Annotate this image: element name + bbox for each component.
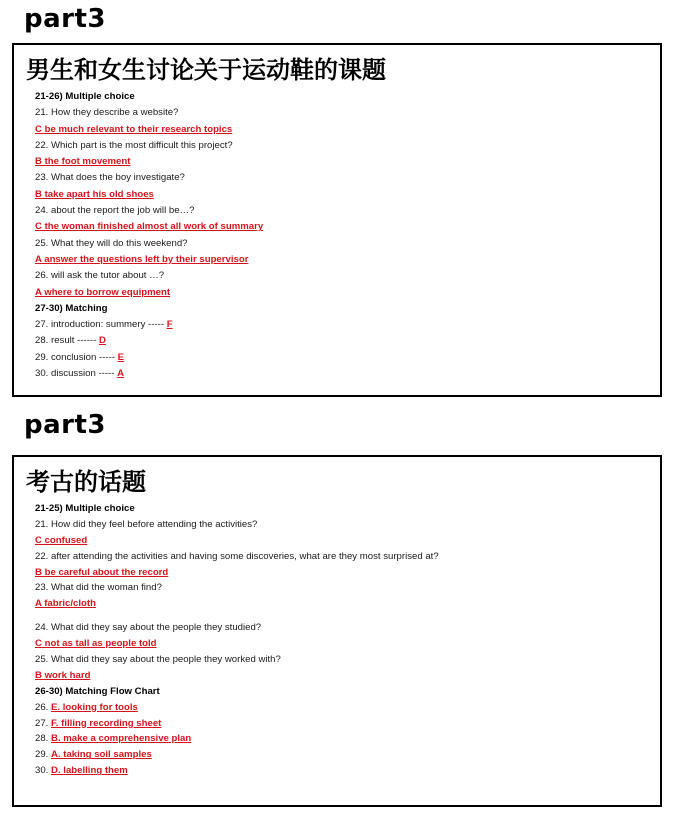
part-heading: part3 bbox=[24, 410, 106, 440]
matching-item bbox=[35, 716, 660, 732]
matching-item-label: 30. bbox=[35, 765, 52, 777]
section-heading: 26-30) Matching Flow Chart bbox=[35, 685, 160, 697]
matching-item-label: 28. bbox=[35, 733, 52, 745]
section-heading: 21-25) Multiple choice bbox=[35, 503, 135, 514]
matching-answer: E bbox=[117, 351, 125, 363]
matching-item-label: 27. introduction: summery ----- bbox=[35, 319, 167, 331]
question-text: 25. What they will do this weekend? bbox=[35, 237, 188, 249]
answer-text: C confused bbox=[35, 534, 88, 546]
matching-item bbox=[35, 366, 660, 382]
matching-answer: B. make a comprehensive plan bbox=[51, 733, 192, 745]
answer-text: C not as tall as people told bbox=[35, 638, 157, 650]
matching-item bbox=[35, 731, 660, 747]
matching-answer: E. looking for tools bbox=[51, 701, 138, 713]
question-text: 21. How did they feel before attending the activities? bbox=[35, 518, 258, 530]
matching-item-label: 28. result ------ bbox=[35, 335, 99, 347]
answer-text: B be careful about the record bbox=[35, 566, 169, 578]
answer-text: C the woman finished almost all work of summary bbox=[35, 221, 264, 233]
answer-text: B the foot movement bbox=[35, 156, 131, 168]
section-heading: 21-26) Multiple choice bbox=[35, 91, 135, 102]
answer-text: A answer the questions left by their supervisor bbox=[35, 253, 249, 265]
matching-answer: D bbox=[98, 335, 106, 347]
question-text: 23. What does the boy investigate? bbox=[35, 172, 185, 184]
matching-item bbox=[35, 700, 660, 716]
matching-answer: F. filling recording sheet bbox=[51, 717, 162, 729]
matching-item bbox=[35, 763, 660, 779]
matching-item-label: 30. discussion ----- bbox=[35, 368, 118, 380]
part3-card-archaeology bbox=[12, 455, 662, 807]
matching-answer: A. taking soil samples bbox=[51, 749, 152, 761]
question-text: 23. What did the woman find? bbox=[35, 582, 162, 594]
matching-item-label: 27. bbox=[35, 717, 52, 729]
part3-card-sneakers bbox=[12, 43, 662, 397]
answer-text: C be much relevant to their research topics bbox=[35, 123, 233, 135]
question-text: 22. Which part is the most difficult this project? bbox=[35, 139, 233, 151]
card-title: 考古的话题 bbox=[26, 468, 146, 496]
question-text: 24. What did they say about the people they studied? bbox=[35, 622, 262, 634]
question-text: 26. will ask the tutor about …? bbox=[35, 270, 165, 282]
answer-text: A where to borrow equipment bbox=[35, 286, 171, 298]
question-text: 25. What did they say about the people they worked with? bbox=[35, 654, 281, 666]
question-text: 24. about the report the job will be…? bbox=[35, 205, 195, 217]
question-list bbox=[35, 501, 660, 779]
part-heading: part3 bbox=[24, 4, 106, 34]
answer-text: A fabric/cloth bbox=[35, 598, 96, 610]
question-list bbox=[35, 89, 660, 382]
matching-answer: F bbox=[166, 319, 173, 331]
question-text: 22. after attending the activities and having some discoveries, what are they most surprised at? bbox=[35, 550, 439, 562]
matching-answer: A bbox=[117, 368, 125, 380]
question-text: 21. How they describe a website? bbox=[35, 107, 179, 119]
matching-item bbox=[35, 747, 660, 763]
matching-item bbox=[35, 333, 660, 349]
matching-item bbox=[35, 317, 660, 333]
answer-text: B take apart his old shoes bbox=[35, 188, 154, 200]
section-heading: 27-30) Matching bbox=[35, 302, 108, 314]
matching-item bbox=[35, 350, 660, 366]
matching-item-label: 29. bbox=[35, 749, 52, 761]
matching-item-label: 26. bbox=[35, 701, 52, 713]
card-title: 男生和女生讨论关于运动鞋的课题 bbox=[26, 56, 386, 84]
matching-answer: D. labelling them bbox=[51, 765, 128, 777]
answer-text: B work hard bbox=[35, 669, 91, 681]
matching-item-label: 29. conclusion ----- bbox=[35, 351, 118, 363]
